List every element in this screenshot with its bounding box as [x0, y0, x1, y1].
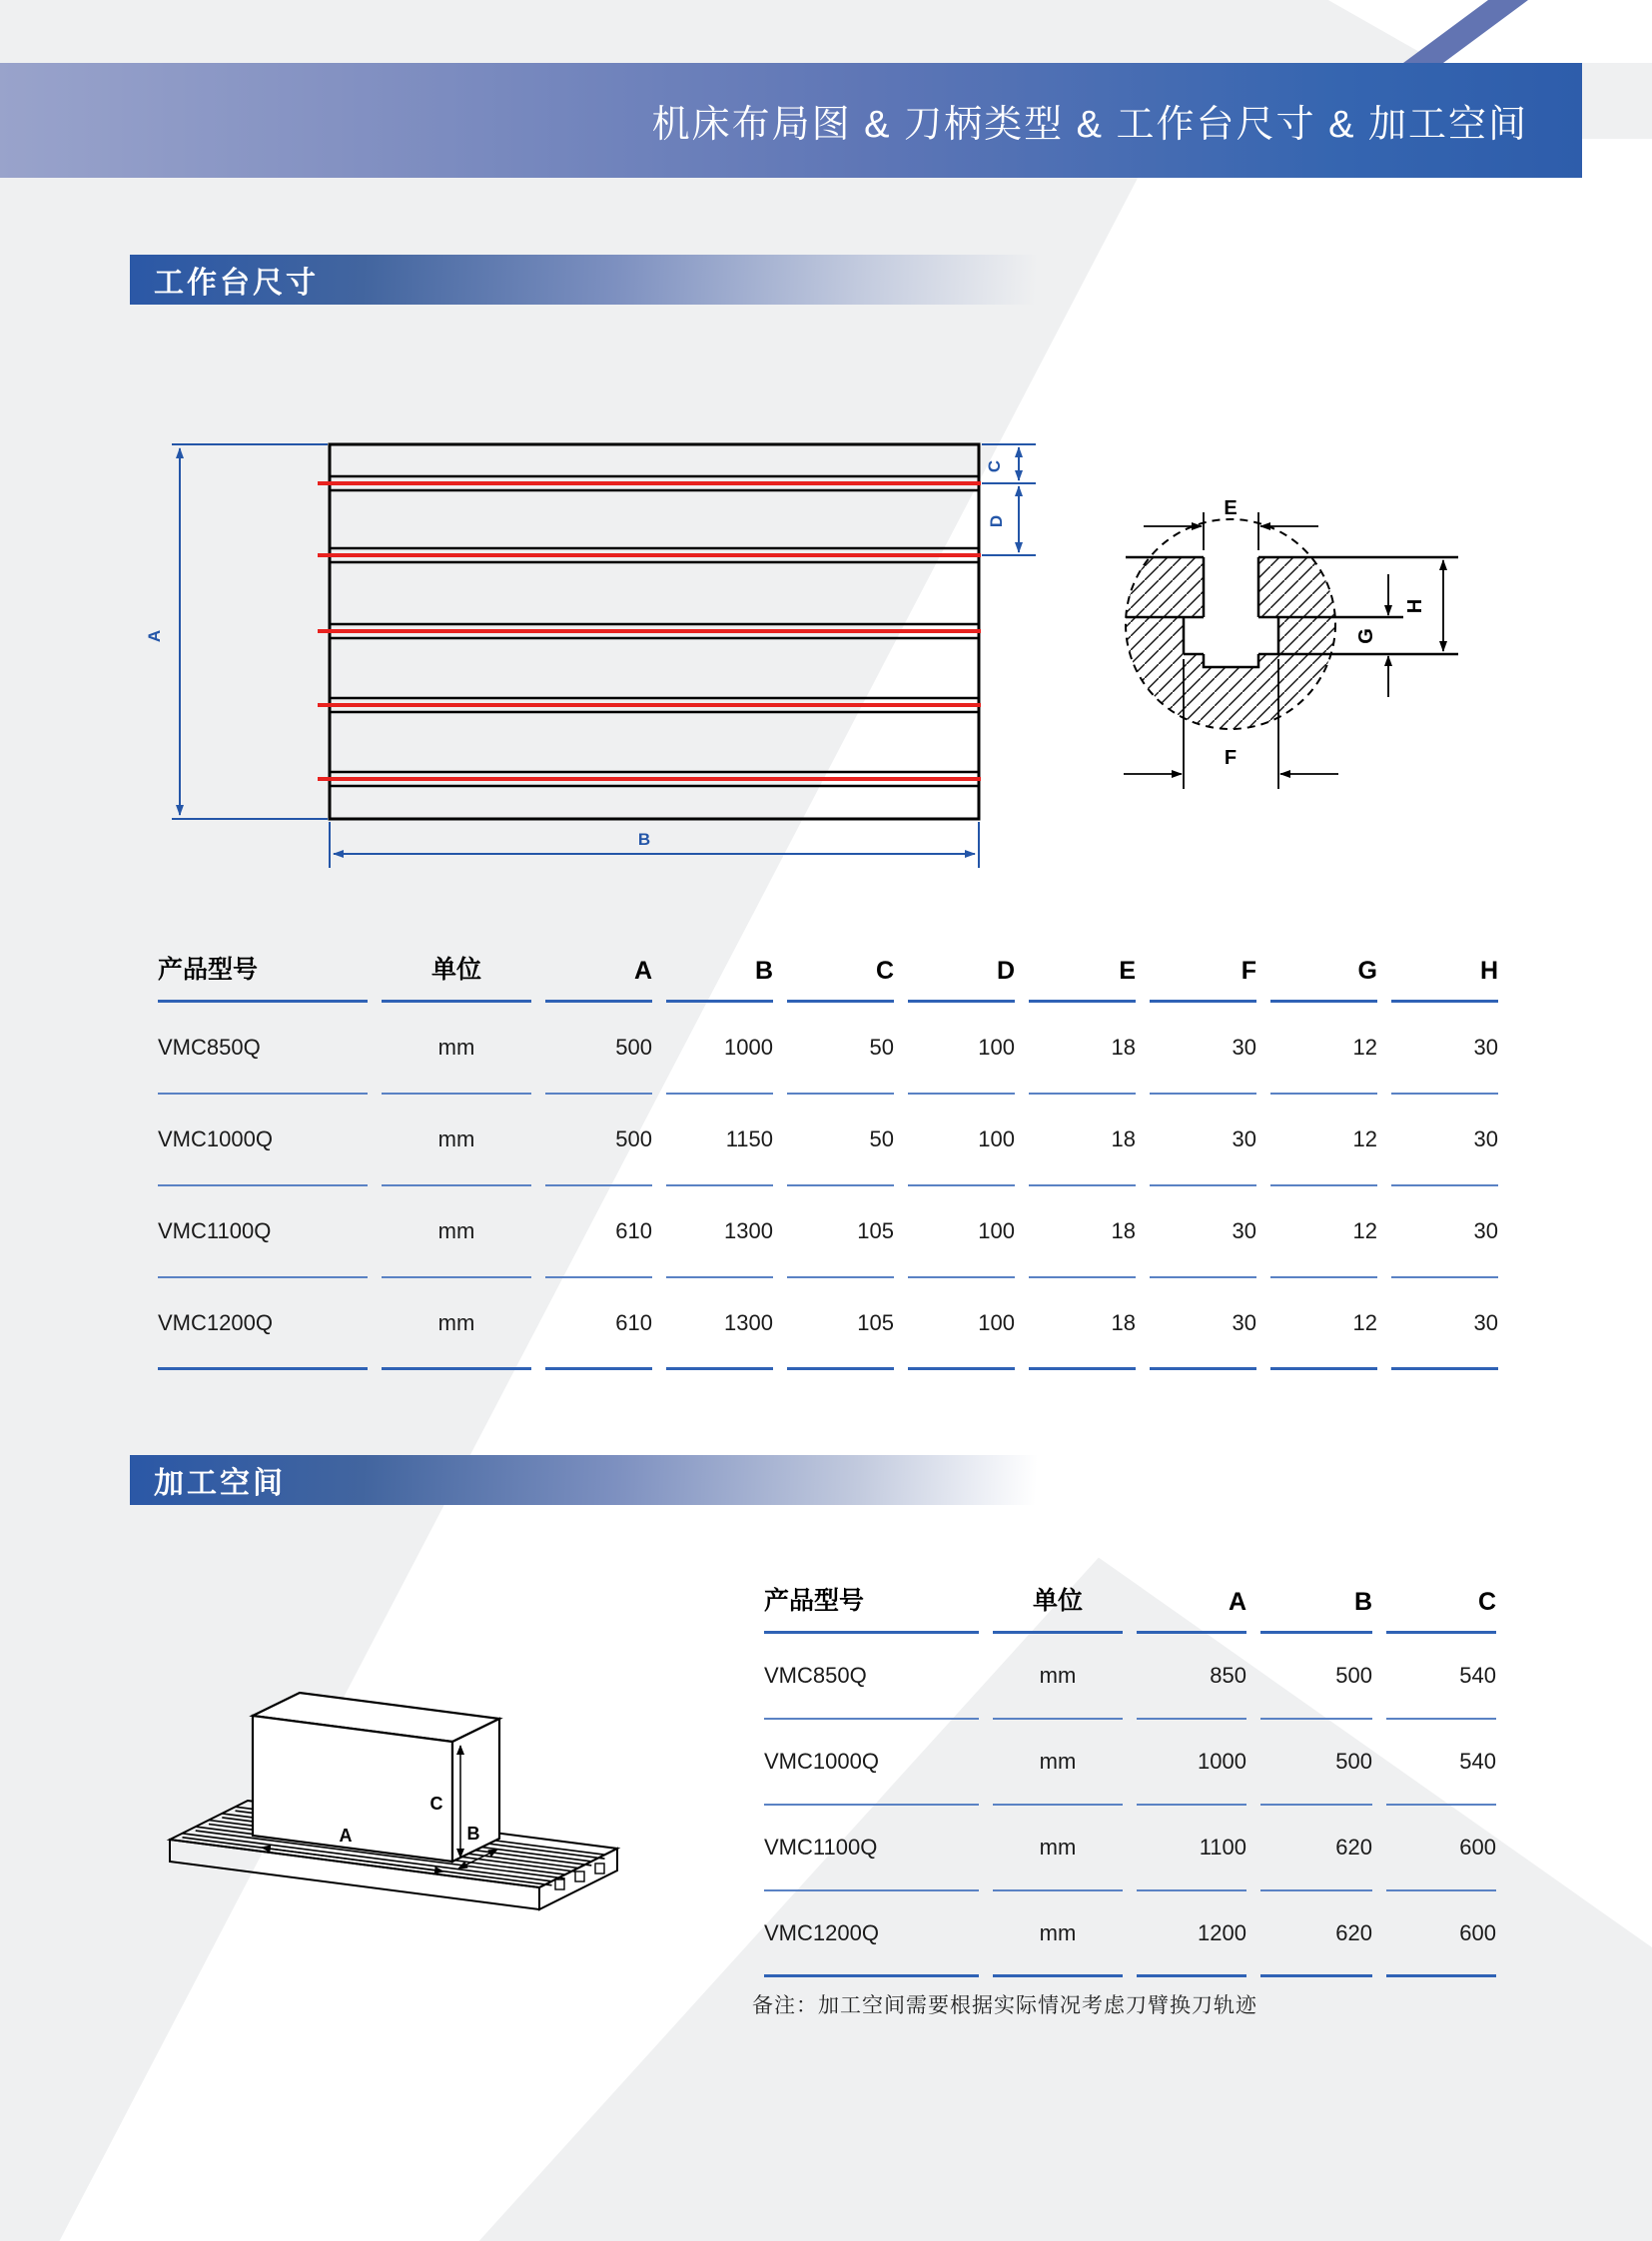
dimension-lines [172, 444, 1036, 868]
table-cell: 500 [545, 1095, 652, 1186]
t-slot-section-drawing [1089, 454, 1508, 844]
table-cell: 1100 [1137, 1806, 1246, 1891]
section-title-machining [130, 1455, 1064, 1505]
worktable-col-header: C [787, 939, 894, 1003]
dim-label-g: G [1355, 628, 1377, 644]
machining-note: 备注：加工空间需要根据实际情况考虑刀臂换刀轨迹 [752, 1994, 1257, 2017]
machining-col-header: C [1386, 1568, 1496, 1634]
table-cell: 1000 [1137, 1720, 1246, 1806]
table-cell: 600 [1386, 1891, 1496, 1977]
worktable-col-header: H [1391, 939, 1498, 1003]
machining-table [764, 1568, 1496, 1977]
table-cell: mm [382, 1186, 531, 1278]
dim-label-b: B [637, 830, 651, 849]
iso-label-c: C [429, 1794, 443, 1814]
table-cell: 500 [1260, 1720, 1372, 1806]
table-cell: 500 [1260, 1634, 1372, 1720]
table-cell: 30 [1150, 1278, 1256, 1370]
table-cell: 18 [1029, 1186, 1136, 1278]
worktable-top-view-drawing [140, 424, 1059, 879]
table-cell: mm [993, 1806, 1123, 1891]
dim-label-c: C [985, 459, 1004, 473]
table-cell: 18 [1029, 1095, 1136, 1186]
machining-space-iso-drawing [150, 1628, 629, 1937]
worktable-table [158, 939, 1498, 1370]
table-cell: 30 [1150, 1186, 1256, 1278]
iso-envelope-box [253, 1693, 499, 1862]
table-cell: 105 [787, 1278, 894, 1370]
worktable-col-header: 单位 [382, 939, 531, 1003]
table-cell: 850 [1137, 1634, 1246, 1720]
table-cell: mm [993, 1891, 1123, 1977]
table-cell: 540 [1386, 1634, 1496, 1720]
table-cell: 12 [1270, 1003, 1377, 1095]
table-cell: 30 [1150, 1095, 1256, 1186]
section-title-worktable-label: 工作台尺寸 [154, 267, 319, 300]
table-cell: 610 [545, 1186, 652, 1278]
table-cell: mm [993, 1634, 1123, 1720]
machining-col-header: 单位 [993, 1568, 1123, 1634]
worktable-col-header: 产品型号 [158, 939, 368, 1003]
iso-label-a: A [339, 1826, 353, 1846]
table-cell: 50 [787, 1003, 894, 1095]
machining-col-header: A [1137, 1568, 1246, 1634]
table-cell: VMC850Q [764, 1634, 979, 1720]
table-cell: VMC850Q [158, 1003, 368, 1095]
table-cell: 100 [908, 1095, 1015, 1186]
table-cell: 30 [1391, 1278, 1498, 1370]
table-cell: mm [993, 1720, 1123, 1806]
table-cell: 12 [1270, 1278, 1377, 1370]
table-cell: 620 [1260, 1806, 1372, 1891]
table-cell: 18 [1029, 1278, 1136, 1370]
dim-label-h: H [1404, 598, 1426, 614]
table-cell: 1000 [666, 1003, 773, 1095]
table-cell: 100 [908, 1003, 1015, 1095]
table-cell: 105 [787, 1186, 894, 1278]
table-cell: 30 [1391, 1095, 1498, 1186]
page-header [0, 63, 1582, 178]
table-cell: VMC1100Q [764, 1806, 979, 1891]
table-cell: VMC1200Q [764, 1891, 979, 1977]
table-cell: VMC1000Q [764, 1720, 979, 1806]
worktable-col-header: G [1270, 939, 1377, 1003]
machining-col-header: B [1260, 1568, 1372, 1634]
table-cell: 100 [908, 1186, 1015, 1278]
table-cell: VMC1000Q [158, 1095, 368, 1186]
table-cell: 100 [908, 1278, 1015, 1370]
t-slot-lines [318, 476, 981, 786]
worktable-col-header: E [1029, 939, 1136, 1003]
table-cell: 50 [787, 1095, 894, 1186]
table-cell: 1150 [666, 1095, 773, 1186]
table-cell: VMC1100Q [158, 1186, 368, 1278]
table-cell: 500 [545, 1003, 652, 1095]
machining-col-header: 产品型号 [764, 1568, 979, 1634]
table-cell: 620 [1260, 1891, 1372, 1977]
table-cell: mm [382, 1095, 531, 1186]
table-cell: 30 [1391, 1186, 1498, 1278]
worktable-col-header: F [1150, 939, 1256, 1003]
table-cell: 30 [1391, 1003, 1498, 1095]
page-title: 机床布局图 & 刀柄类型 & 工作台尺寸 & 加工空间 [651, 104, 1528, 146]
dim-label-d: D [987, 514, 1006, 528]
table-cell: 1300 [666, 1186, 773, 1278]
dim-label-e: E [1224, 497, 1238, 519]
table-cell: 540 [1386, 1720, 1496, 1806]
table-cell: 12 [1270, 1186, 1377, 1278]
dim-label-f: F [1224, 747, 1238, 769]
worktable-col-header: A [545, 939, 652, 1003]
iso-label-b: B [466, 1824, 480, 1844]
table-cell: 30 [1150, 1003, 1256, 1095]
table-cell: VMC1200Q [158, 1278, 368, 1370]
table-cell: 600 [1386, 1806, 1496, 1891]
table-cell: mm [382, 1278, 531, 1370]
table-cell: 1300 [666, 1278, 773, 1370]
table-cell: 1200 [1137, 1891, 1246, 1977]
hatched-material [1119, 557, 1344, 737]
worktable-col-header: B [666, 939, 773, 1003]
worktable-col-header: D [908, 939, 1015, 1003]
section-title-worktable [130, 255, 1064, 305]
table-cell: 18 [1029, 1003, 1136, 1095]
dim-label-a: A [145, 629, 164, 643]
section-title-machining-label: 加工空间 [154, 1467, 286, 1500]
table-cell: 12 [1270, 1095, 1377, 1186]
table-cell: 610 [545, 1278, 652, 1370]
table-cell: mm [382, 1003, 531, 1095]
corner-decoration [0, 0, 1652, 63]
